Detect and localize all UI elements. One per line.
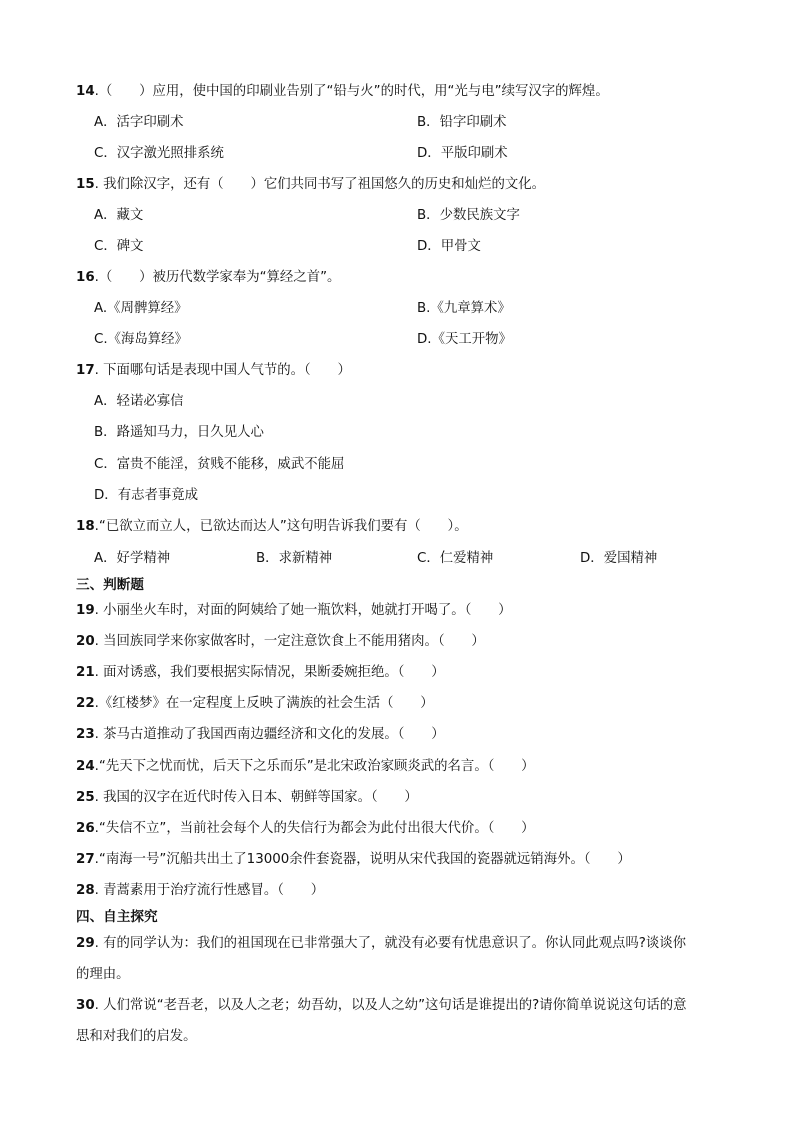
question-number: 25 bbox=[76, 790, 95, 805]
question-number: 18 bbox=[76, 519, 95, 534]
section-heading-explore: 四、自主探究 bbox=[76, 909, 158, 925]
question-text: . 下面哪句话是表现中国人气节的。（ ） bbox=[94, 363, 351, 378]
question-15 bbox=[76, 175, 754, 195]
option-d: D．甲骨文 bbox=[417, 239, 481, 254]
section-heading-judge: 三、判断题 bbox=[76, 577, 144, 593]
question-29 bbox=[76, 934, 754, 954]
question-number: 16 bbox=[76, 270, 95, 285]
question-29-continuation: 的理由。 bbox=[76, 967, 130, 982]
question-28 bbox=[76, 881, 754, 901]
question-text: . 茶马古道推动了我国西南边疆经济和文化的发展。（ ） bbox=[94, 727, 445, 742]
question-number: 26 bbox=[76, 821, 95, 836]
question-text: .“已欲立而立人，已欲达而达人”这句明告诉我们要有（ ）。 bbox=[94, 519, 468, 534]
question-number: 15 bbox=[76, 177, 95, 192]
question-30 bbox=[76, 996, 754, 1016]
option-d: D．爱国精神 bbox=[580, 551, 658, 566]
question-number: 23 bbox=[76, 727, 95, 742]
question-21 bbox=[76, 663, 754, 683]
question-26 bbox=[76, 819, 754, 839]
question-text: .“失信不立”，当前社会每个人的失信行为都会为此付出很大代价。（ ） bbox=[94, 821, 535, 836]
option-d: D.《天工开物》 bbox=[417, 332, 512, 347]
question-14 bbox=[76, 82, 754, 102]
question-text: . 人们常说“老吾老，以及人之老；幼吾幼，以及人之幼”这句话是谁提出的?请你简单说说这句话的意 bbox=[94, 998, 687, 1013]
option-c: C．仁爱精神 bbox=[417, 551, 494, 566]
option-c: C．汉字激光照排系统 bbox=[94, 146, 224, 161]
option-b: B．求新精神 bbox=[256, 551, 333, 566]
question-27 bbox=[76, 850, 754, 870]
question-16 bbox=[76, 268, 754, 288]
question-text: .《红楼梦》在一定程度上反映了满族的社会生活（ ） bbox=[94, 696, 434, 711]
option-c: C.《海岛算经》 bbox=[94, 332, 188, 347]
question-number: 21 bbox=[76, 665, 95, 680]
option-a: A．活字印刷术 bbox=[94, 115, 184, 130]
question-text: . 有的同学认为：我们的祖国现在已非常强大了，就没有必要有忧患意识了。你认同此观点吗?谈谈你 bbox=[94, 936, 687, 951]
option-a: A．藏文 bbox=[94, 208, 144, 223]
question-23 bbox=[76, 725, 754, 745]
question-text: . 我们除汉字，还有（ ）它们共同书写了祖国悠久的历史和灿烂的文化。 bbox=[94, 177, 546, 192]
option-a: A．轻诺必寡信 bbox=[94, 394, 184, 409]
question-text: . 小丽坐火车时，对面的阿姨给了她一瓶饮料，她就打开喝了。（ ） bbox=[94, 603, 512, 618]
question-22 bbox=[76, 694, 754, 714]
option-a: A.《周髀算经》 bbox=[94, 301, 188, 316]
option-b: B.《九章算术》 bbox=[417, 301, 511, 316]
question-19 bbox=[76, 601, 754, 621]
question-30-continuation: 思和对我们的启发。 bbox=[76, 1029, 197, 1044]
question-number: 17 bbox=[76, 363, 95, 378]
option-c: C．碑文 bbox=[94, 239, 144, 254]
question-text: . 我国的汉字在近代时传入日本、朝鲜等国家。（ ） bbox=[94, 790, 418, 805]
option-b: B．铅字印刷术 bbox=[417, 115, 507, 130]
question-number: 22 bbox=[76, 696, 95, 711]
question-text: .“南海一号”沉船共出土了13000余件套瓷器，说明从宋代我国的瓷器就远销海外。（ ） bbox=[94, 852, 631, 867]
question-24 bbox=[76, 757, 754, 777]
question-text: . 当回族同学来你家做客时，一定注意饮食上不能用猪肉。（ ） bbox=[94, 634, 485, 649]
question-number: 14 bbox=[76, 84, 95, 99]
option-a: A．好学精神 bbox=[94, 551, 171, 566]
option-d: D．平版印刷术 bbox=[417, 146, 508, 161]
option-b: B．路遥知马力，日久见人心 bbox=[94, 425, 264, 440]
question-number: 20 bbox=[76, 634, 95, 649]
option-d: D．有志者事竟成 bbox=[94, 488, 199, 503]
option-c: C．富贵不能淫，贫贱不能移，威武不能屈 bbox=[94, 457, 345, 472]
question-text: .“先天下之忧而忧，后天下之乐而乐”是北宋政治家顾炎武的名言。（ ） bbox=[94, 759, 535, 774]
question-number: 24 bbox=[76, 759, 95, 774]
option-b: B．少数民族文字 bbox=[417, 208, 520, 223]
question-text: .（ ）被历代数学家奉为“算经之首”。 bbox=[94, 270, 341, 285]
question-number: 30 bbox=[76, 998, 95, 1013]
question-text: .（ ）应用，使中国的印刷业告别了“铅与火”的时代，用“光与电”续写汉字的辉煌。 bbox=[94, 84, 609, 99]
question-18 bbox=[76, 517, 754, 537]
question-text: . 面对诱惑，我们要根据实际情况，果断委婉拒绝。（ ） bbox=[94, 665, 445, 680]
question-number: 27 bbox=[76, 852, 95, 867]
question-17 bbox=[76, 361, 754, 381]
question-number: 19 bbox=[76, 603, 95, 618]
question-text: . 青蒿素用于治疗流行性感冒。（ ） bbox=[94, 883, 325, 898]
question-25 bbox=[76, 788, 754, 808]
question-number: 29 bbox=[76, 936, 95, 951]
question-20 bbox=[76, 632, 754, 652]
question-number: 28 bbox=[76, 883, 95, 898]
